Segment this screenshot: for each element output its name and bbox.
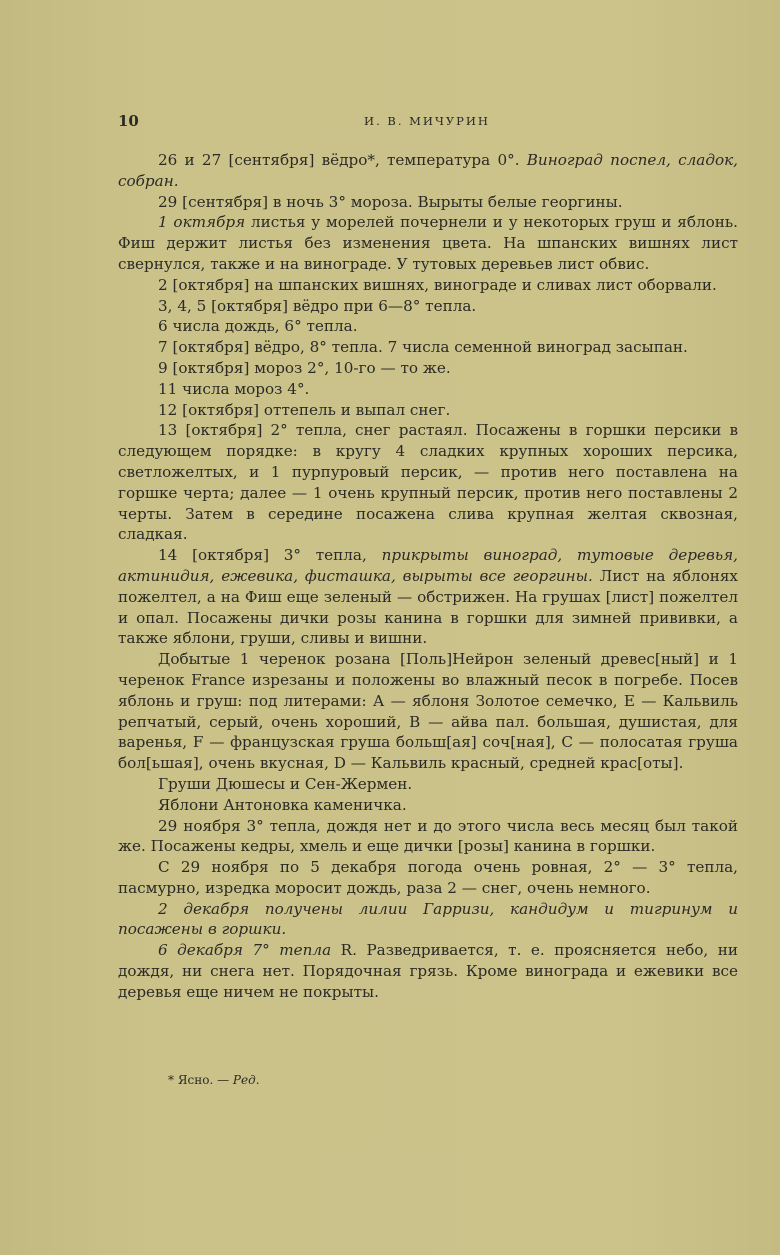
italic-text: 6 декабря 7° тепла xyxy=(158,941,332,960)
text-run: листья у морелей почернели и у некоторых груш и яблонь. Фиш держит листья без изменения цвета. На шпанских вишнях лист свернулся, также и на винограде. У тутовых деревьев лист обвис. xyxy=(118,213,738,273)
paragraph xyxy=(118,316,738,337)
paragraph xyxy=(118,857,738,899)
paragraph xyxy=(118,337,738,358)
text-run: Груши Дюшесы и Сен-Жермен. xyxy=(158,774,413,793)
paragraph xyxy=(118,816,738,858)
italic-text: 2 декабря получены лилии Гарризи, кандидум и тигринум и посажены в горшки. xyxy=(118,899,738,939)
text-run: Яблони Антоновка каменичка. xyxy=(158,795,407,814)
italic-text: Виноград поспел, сладок, собран. xyxy=(118,151,738,190)
paragraph xyxy=(118,899,738,941)
text-run: 6 числа дождь, 6° тепла. xyxy=(158,317,358,336)
paragraph xyxy=(118,400,738,421)
paragraph xyxy=(118,940,738,1002)
paragraph xyxy=(118,275,738,296)
paragraph xyxy=(118,420,738,545)
text-run: 12 [октября] оттепель и выпал снег. xyxy=(158,400,451,419)
paragraph xyxy=(118,192,738,213)
running-head: И. В. МИЧУРИН xyxy=(364,114,490,128)
text-run: R. Разведривается, т. е. проясняется небо, ни дождя, ни снега нет. Порядочная грязь. Кроме винограда и ежевики все деревья еще ничем не покрыты. xyxy=(118,941,738,1001)
page-number: 10 xyxy=(118,112,139,130)
paragraph xyxy=(118,379,738,400)
text-run: Добытые 1 черенок розана [Поль]Нейрон зеленый древес[ный] и 1 черенок France изрезаны и положены во влажный песок в погребе. Посев яблонь и груш: под литерами: А — яблоня Золотое семечко, Е — Кальвиль репчатый, серый, очень хороший, В — айва пал. большая, душистая, для варенья, F — французская груша больш[ая] соч[ная], С — полосатая груша бол[ьшая], очень вкусная, D — Кальвиль красный, средней крас[оты]. xyxy=(118,650,738,773)
text-run: 9 [октября] мороз 2°, 10-го — то же. xyxy=(158,358,451,377)
text-run: Лист на яблонях пожелтел, а на Фиш еще зеленый — обстрижен. На грушах [лист] пожелтел и опал. Посажены дички розы канина в горшки для зимней прививки, а также яблони, груши, сливы и вишни. xyxy=(118,566,738,648)
footnote-text: * Ясно. — xyxy=(168,1073,233,1087)
paragraph xyxy=(118,212,738,274)
text-run: 29 ноября 3° тепла, дождя нет и до этого числа весь месяц был такой же. Посажены кедры, хмель и еще дички [розы] канина в горшки. xyxy=(118,816,738,856)
paragraph xyxy=(118,296,738,317)
body-text xyxy=(118,150,738,1003)
italic-text: 1 октября xyxy=(158,213,246,232)
text-run: 26 и 27 [сентября] вёдро*, температура 0°. xyxy=(158,151,527,169)
paragraph xyxy=(118,150,738,192)
paragraph xyxy=(118,774,738,795)
text-run: 3, 4, 5 [октября] вёдро при 6—8° тепла. xyxy=(158,296,477,315)
text-run: 29 [сентября] в ночь 3° мороза. Вырыты белые георгины. xyxy=(158,192,623,211)
text-run: 7 [октября] вёдро, 8° тепла. 7 числа семенной виноград засыпан. xyxy=(158,338,688,357)
paragraph xyxy=(118,358,738,379)
footnote-editor: Ред. xyxy=(232,1073,260,1087)
page-header xyxy=(118,112,736,132)
paragraph xyxy=(118,545,738,649)
text-run: 13 [октября] 2° тепла, снег растаял. Посажены в горшки персики в следующем порядке: в кругу 4 сладких крупных хороших персика, светложелтых, и 1 пурпуровый персик, — против него поставлена на горшке черта; далее — 1 очень крупный персик, против него поставлены 2 черты. Затем в середине посажена слива крупная желтая сквозная, сладкая. xyxy=(118,421,738,544)
footnote xyxy=(168,1073,260,1087)
text-run: 2 [октября] на шпанских вишнях, винограде и сливах лист оборвали. xyxy=(158,275,717,294)
paragraph xyxy=(118,649,738,774)
text-run: 14 [октября] 3° тепла, xyxy=(158,546,382,565)
text-run: С 29 ноября по 5 декабря погода очень ровная, 2° — 3° тепла, пасмурно, изредка моросит дождь, раза 2 — снег, очень немного. xyxy=(118,858,738,897)
italic-text: прикрыты виноград, тутовые деревья, актинидия, ежевика, фисташка, вырыты все георгины. xyxy=(118,546,738,585)
paragraph xyxy=(118,795,738,816)
text-run: 11 числа мороз 4°. xyxy=(158,379,310,398)
